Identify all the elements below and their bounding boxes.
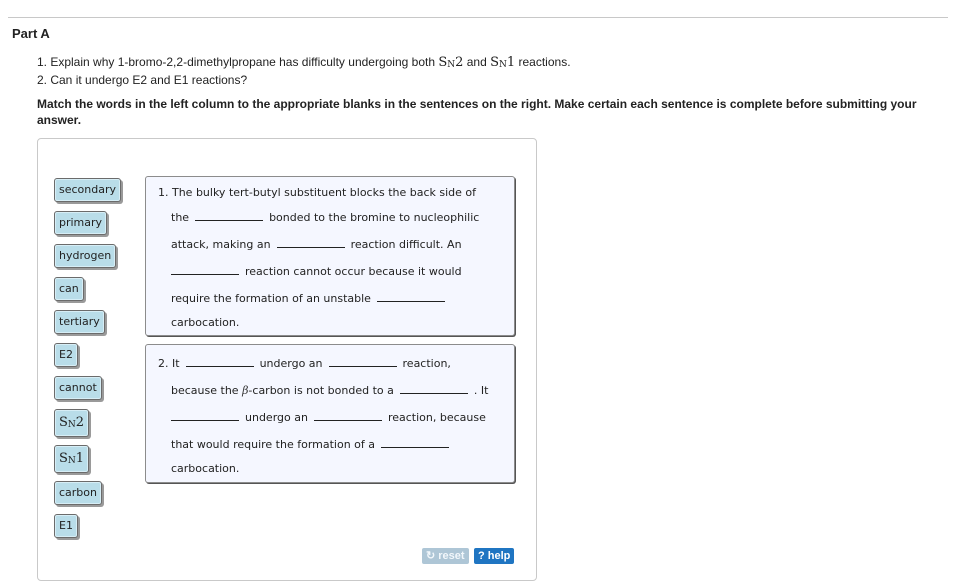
question-2: 2. Can it undergo E2 and E1 reactions? — [37, 73, 248, 87]
q1-suffix: reactions. — [515, 55, 571, 69]
s1-line-6: carbocation. — [171, 316, 240, 329]
reset-icon: ↻ — [426, 550, 436, 562]
question-1 — [37, 54, 571, 72]
word-chip-tertiary[interactable]: tertiary — [54, 310, 105, 334]
s2-line-5: carbocation. — [171, 462, 240, 475]
sentence-box-1 — [145, 176, 515, 336]
s1-line-4: reaction cannot occur because it would — [171, 263, 462, 278]
s1-line-1: 1. The bulky tert-butyl substituent blocks the back side of — [158, 186, 477, 199]
s1-line-5: require the formation of an unstable — [171, 290, 451, 305]
word-chip-sn2[interactable]: $S_N2$ — [54, 409, 89, 437]
blank-4[interactable] — [377, 290, 445, 302]
blank-1[interactable] — [195, 209, 263, 221]
s2-line-2: because the β-carbon is not bonded to a . It — [171, 384, 489, 397]
part-title: Part A — [12, 26, 50, 41]
blank-2[interactable] — [277, 236, 345, 248]
s2-line-1: 2. It undergo an reaction, — [158, 357, 451, 370]
word-chip-can[interactable]: can — [54, 277, 84, 301]
sentence-box-2 — [145, 344, 515, 483]
s2-line-4: that would require the formation of a — [171, 436, 455, 451]
reset-label: reset — [438, 550, 465, 562]
word-chip-hydrogen[interactable]: hydrogen — [54, 244, 116, 268]
blank-8[interactable] — [171, 409, 239, 421]
top-divider — [8, 17, 948, 18]
s1-line-3: attack, making an reaction difficult. An — [171, 238, 462, 251]
blank-6[interactable] — [329, 355, 397, 367]
instructions: Match the words in the left column to the appropriate blanks in the sentences on the right. Make certain each sentence is complete before submitting your answer. — [37, 97, 917, 127]
questions — [37, 54, 571, 88]
s2-line-3: undergo an reaction, because — [171, 409, 486, 424]
word-chip-e1[interactable]: E1 — [54, 514, 78, 538]
blank-3[interactable] — [171, 263, 239, 275]
sn1-symbol: $S_N1$ — [490, 55, 516, 70]
q1-and: and — [463, 55, 491, 69]
blank-10[interactable] — [381, 436, 449, 448]
beta-symbol: β — [242, 384, 249, 397]
word-chip-primary[interactable]: primary — [54, 211, 107, 235]
s1-line-2: the bonded to the bromine to nucleophilic — [171, 211, 480, 224]
reset-button[interactable] — [422, 548, 469, 564]
word-chip-sn1[interactable]: $S_N1$ — [54, 445, 89, 473]
help-button[interactable]: ? help — [474, 548, 514, 564]
sn2-symbol: $S_N2$ — [438, 55, 464, 70]
word-chip-secondary[interactable]: secondary — [54, 178, 121, 202]
blank-9[interactable] — [314, 409, 382, 421]
blank-7[interactable] — [400, 382, 468, 394]
word-chip-carbon[interactable]: carbon — [54, 481, 102, 505]
word-chip-cannot[interactable]: cannot — [54, 376, 102, 400]
word-chip-e2[interactable]: E2 — [54, 343, 78, 367]
blank-5[interactable] — [186, 355, 254, 367]
matching-panel — [37, 138, 537, 581]
q1-prefix: 1. Explain why 1-bromo-2,2-dimethylpropane has difficulty undergoing both — [37, 55, 439, 69]
